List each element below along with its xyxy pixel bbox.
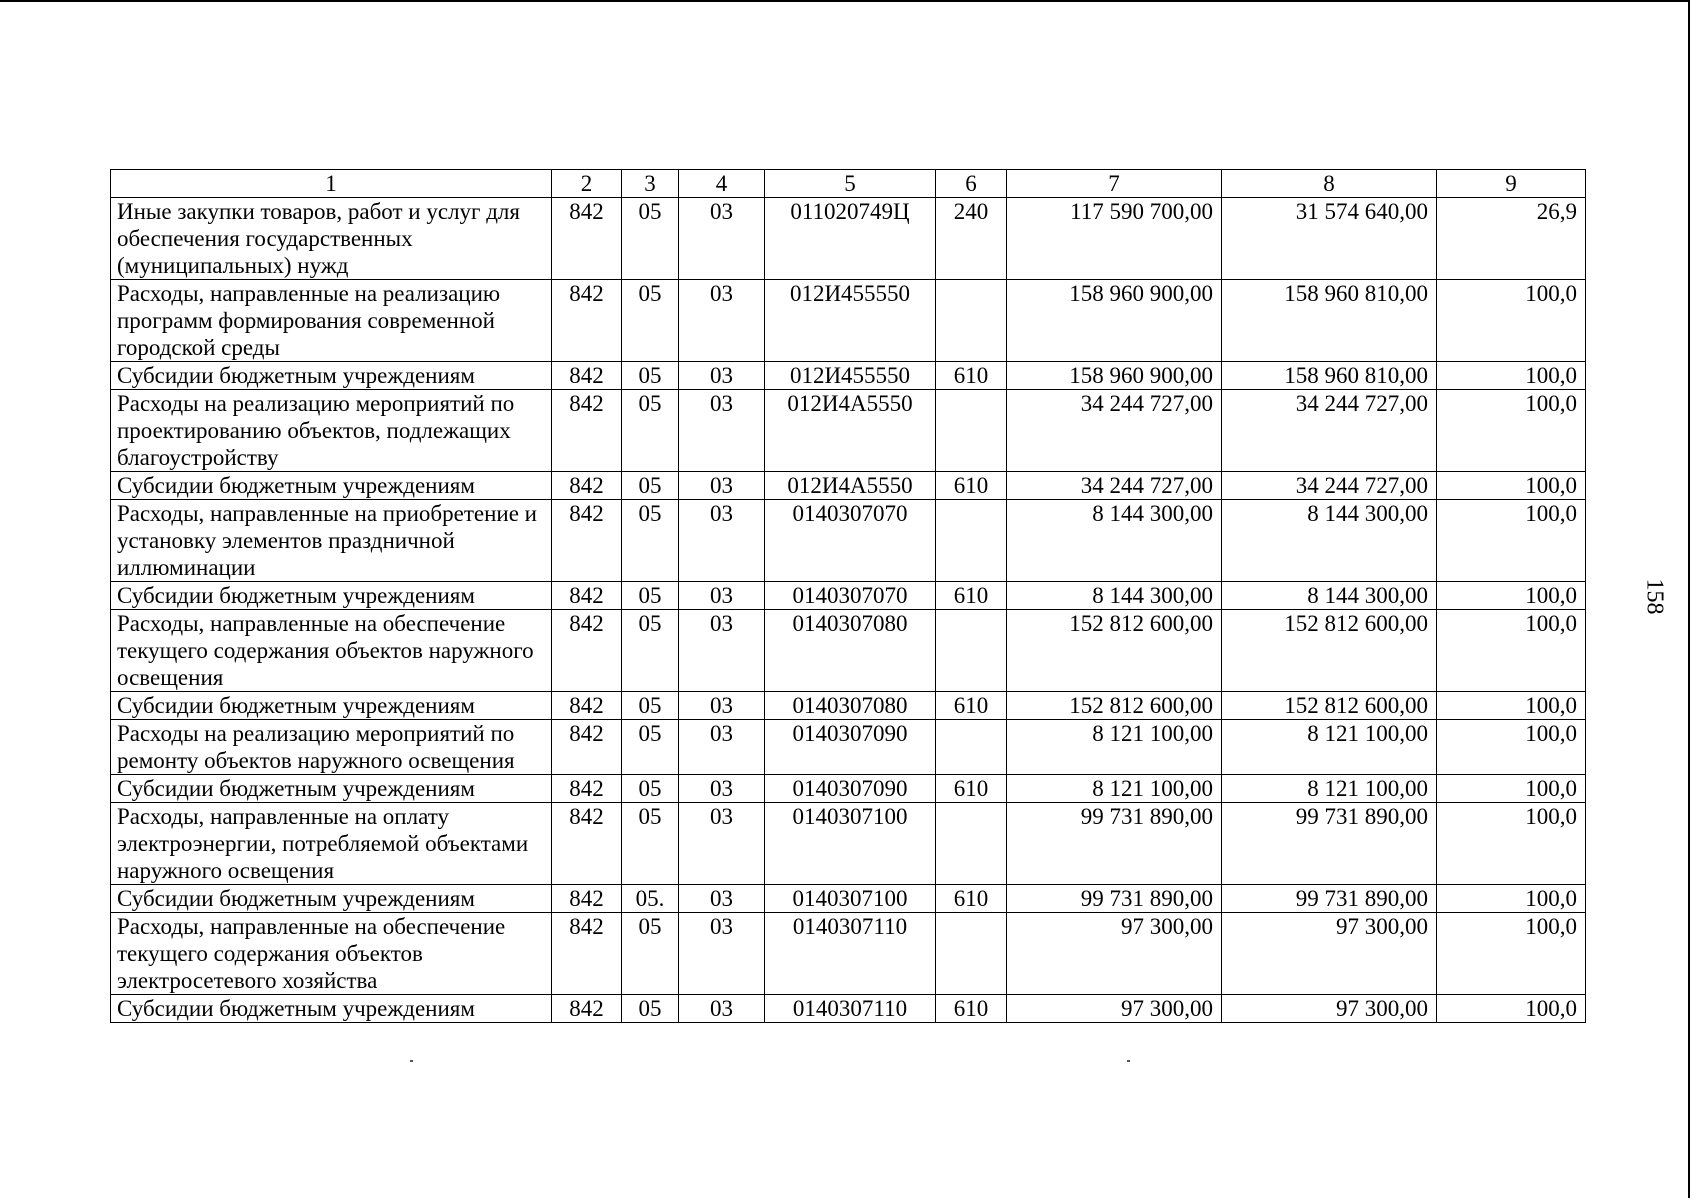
- cell-expense-type: [936, 913, 1007, 995]
- row-name: Субсидии бюджетным учреждениям: [111, 885, 552, 913]
- cell-subsection: 03: [679, 775, 765, 803]
- cell-percent: 100,0: [1437, 280, 1586, 362]
- row-name: Расходы на реализацию мероприятий по проектированию объектов, подлежащих благоустройству: [111, 390, 552, 472]
- cell-expense-type: [936, 610, 1007, 692]
- cell-section: 05: [622, 913, 679, 995]
- table-row: [111, 803, 1586, 885]
- cell-plan: 34 244 727,00: [1007, 390, 1222, 472]
- cell-target-article: 012И4А5550: [765, 472, 936, 500]
- cell-subsection: 03: [679, 390, 765, 472]
- table-row: [111, 198, 1586, 280]
- cell-section: 05: [622, 775, 679, 803]
- cell-target-article: 012И4А5550: [765, 390, 936, 472]
- table-row: [111, 913, 1586, 995]
- cell-target-article: 0140307090: [765, 720, 936, 775]
- cell-expense-type: 610: [936, 582, 1007, 610]
- cell-actual: 31 574 640,00: [1222, 198, 1437, 280]
- row-name: Субсидии бюджетным учреждениям: [111, 995, 552, 1023]
- cell-plan: 99 731 890,00: [1007, 885, 1222, 913]
- table-row: [111, 995, 1586, 1023]
- table-row: [111, 390, 1586, 472]
- cell-expense-type: [936, 500, 1007, 582]
- cell-ministry: 842: [552, 280, 622, 362]
- cell-plan: 8 121 100,00: [1007, 775, 1222, 803]
- cell-percent: 100,0: [1437, 995, 1586, 1023]
- cell-subsection: 03: [679, 362, 765, 390]
- cell-plan: 117 590 700,00: [1007, 198, 1222, 280]
- cell-plan: 8 144 300,00: [1007, 500, 1222, 582]
- cell-target-article: 0140307090: [765, 775, 936, 803]
- cell-percent: 100,0: [1437, 472, 1586, 500]
- cell-percent: 100,0: [1437, 913, 1586, 995]
- cell-section: 05: [622, 500, 679, 582]
- cell-percent: 100,0: [1437, 885, 1586, 913]
- cell-section: 05: [622, 390, 679, 472]
- row-name: Расходы, направленные на обеспечение текущего содержания объектов электросетевого хозяйства: [111, 913, 552, 995]
- cell-ministry: 842: [552, 885, 622, 913]
- table-row: [111, 720, 1586, 775]
- cell-expense-type: 610: [936, 472, 1007, 500]
- cell-target-article: 012И455550: [765, 280, 936, 362]
- cell-target-article: 0140307100: [765, 803, 936, 885]
- cell-plan: 8 144 300,00: [1007, 582, 1222, 610]
- cell-section: 05: [622, 720, 679, 775]
- cell-actual: 152 812 600,00: [1222, 692, 1437, 720]
- cell-expense-type: 610: [936, 362, 1007, 390]
- row-name: Расходы на реализацию мероприятий по ремонту объектов наружного освещения: [111, 720, 552, 775]
- cell-percent: 100,0: [1437, 500, 1586, 582]
- cell-expense-type: 610: [936, 775, 1007, 803]
- header-cell: 7: [1007, 170, 1222, 198]
- row-name: Расходы, направленные на приобретение и установку элементов праздничной иллюминации: [111, 500, 552, 582]
- cell-percent: 26,9: [1437, 198, 1586, 280]
- cell-plan: 158 960 900,00: [1007, 362, 1222, 390]
- cell-ministry: 842: [552, 472, 622, 500]
- cell-target-article: 0140307070: [765, 582, 936, 610]
- cell-actual: 158 960 810,00: [1222, 280, 1437, 362]
- cell-target-article: 0140307110: [765, 995, 936, 1023]
- table-row: [111, 500, 1586, 582]
- cell-plan: 97 300,00: [1007, 913, 1222, 995]
- cell-ministry: 842: [552, 390, 622, 472]
- cell-target-article: 0140307070: [765, 500, 936, 582]
- cell-actual: 34 244 727,00: [1222, 390, 1437, 472]
- cell-target-article: 0140307080: [765, 692, 936, 720]
- row-name: Субсидии бюджетным учреждениям: [111, 472, 552, 500]
- cell-expense-type: 610: [936, 692, 1007, 720]
- cell-ministry: 842: [552, 362, 622, 390]
- cell-ministry: 842: [552, 913, 622, 995]
- cell-subsection: 03: [679, 803, 765, 885]
- header-cell: 3: [622, 170, 679, 198]
- cell-actual: 152 812 600,00: [1222, 610, 1437, 692]
- row-name: Субсидии бюджетным учреждениям: [111, 775, 552, 803]
- cell-section: 05: [622, 692, 679, 720]
- header-cell: 8: [1222, 170, 1437, 198]
- header-cell: 9: [1437, 170, 1586, 198]
- cell-ministry: 842: [552, 995, 622, 1023]
- cell-ministry: 842: [552, 692, 622, 720]
- cell-section: 05: [622, 610, 679, 692]
- table-row: [111, 692, 1586, 720]
- cell-actual: 8 144 300,00: [1222, 582, 1437, 610]
- cell-expense-type: 610: [936, 995, 1007, 1023]
- cell-plan: 97 300,00: [1007, 995, 1222, 1023]
- scan-speck: [410, 1060, 413, 1062]
- cell-actual: 97 300,00: [1222, 995, 1437, 1023]
- cell-actual: 8 121 100,00: [1222, 720, 1437, 775]
- cell-plan: 99 731 890,00: [1007, 803, 1222, 885]
- cell-section: 05: [622, 582, 679, 610]
- cell-section: 05: [622, 995, 679, 1023]
- header-cell: 2: [552, 170, 622, 198]
- table-row: [111, 582, 1586, 610]
- cell-subsection: 03: [679, 198, 765, 280]
- cell-percent: 100,0: [1437, 692, 1586, 720]
- cell-subsection: 03: [679, 885, 765, 913]
- row-name: Субсидии бюджетным учреждениям: [111, 582, 552, 610]
- cell-ministry: 842: [552, 803, 622, 885]
- cell-percent: 100,0: [1437, 582, 1586, 610]
- cell-percent: 100,0: [1437, 610, 1586, 692]
- cell-plan: 158 960 900,00: [1007, 280, 1222, 362]
- row-name: Расходы, направленные на реализацию программ формирования современной городской среды: [111, 280, 552, 362]
- cell-ministry: 842: [552, 610, 622, 692]
- cell-subsection: 03: [679, 720, 765, 775]
- cell-ministry: 842: [552, 582, 622, 610]
- row-name: Субсидии бюджетным учреждениям: [111, 362, 552, 390]
- header-row: [111, 170, 1586, 198]
- cell-ministry: 842: [552, 720, 622, 775]
- cell-ministry: 842: [552, 500, 622, 582]
- cell-section: 05: [622, 362, 679, 390]
- header-cell: 1: [111, 170, 552, 198]
- cell-subsection: 03: [679, 995, 765, 1023]
- cell-actual: 99 731 890,00: [1222, 803, 1437, 885]
- header-cell: 4: [679, 170, 765, 198]
- cell-plan: 34 244 727,00: [1007, 472, 1222, 500]
- cell-actual: 158 960 810,00: [1222, 362, 1437, 390]
- cell-target-article: 011020749Ц: [765, 198, 936, 280]
- cell-percent: 100,0: [1437, 362, 1586, 390]
- table-row: [111, 362, 1586, 390]
- cell-subsection: 03: [679, 913, 765, 995]
- scan-speck: [1127, 1060, 1130, 1062]
- cell-section: 05: [622, 803, 679, 885]
- cell-target-article: 012И455550: [765, 362, 936, 390]
- cell-actual: 34 244 727,00: [1222, 472, 1437, 500]
- cell-section: 05.: [622, 885, 679, 913]
- cell-expense-type: 610: [936, 885, 1007, 913]
- row-name: Иные закупки товаров, работ и услуг для обеспечения государственных (муниципальных) нужд: [111, 198, 552, 280]
- table-row: [111, 280, 1586, 362]
- row-name: Субсидии бюджетным учреждениям: [111, 692, 552, 720]
- cell-plan: 152 812 600,00: [1007, 610, 1222, 692]
- header-cell: 5: [765, 170, 936, 198]
- cell-percent: 100,0: [1437, 390, 1586, 472]
- cell-actual: 97 300,00: [1222, 913, 1437, 995]
- cell-actual: 99 731 890,00: [1222, 885, 1437, 913]
- cell-percent: 100,0: [1437, 803, 1586, 885]
- cell-subsection: 03: [679, 610, 765, 692]
- cell-ministry: 842: [552, 775, 622, 803]
- cell-plan: 152 812 600,00: [1007, 692, 1222, 720]
- table-row: [111, 885, 1586, 913]
- row-name: Расходы, направленные на оплату электроэнергии, потребляемой объектами наружного освещения: [111, 803, 552, 885]
- cell-section: 05: [622, 472, 679, 500]
- page-number: 158: [1641, 578, 1668, 615]
- cell-section: 05: [622, 198, 679, 280]
- cell-subsection: 03: [679, 500, 765, 582]
- budget-table: [110, 169, 1586, 1023]
- table-row: [111, 472, 1586, 500]
- cell-expense-type: 240: [936, 198, 1007, 280]
- cell-ministry: 842: [552, 198, 622, 280]
- cell-expense-type: [936, 390, 1007, 472]
- cell-plan: 8 121 100,00: [1007, 720, 1222, 775]
- cell-expense-type: [936, 803, 1007, 885]
- row-name: Расходы, направленные на обеспечение текущего содержания объектов наружного освещения: [111, 610, 552, 692]
- cell-target-article: 0140307100: [765, 885, 936, 913]
- cell-actual: 8 144 300,00: [1222, 500, 1437, 582]
- table-row: [111, 610, 1586, 692]
- cell-expense-type: [936, 720, 1007, 775]
- cell-subsection: 03: [679, 280, 765, 362]
- cell-percent: 100,0: [1437, 775, 1586, 803]
- cell-subsection: 03: [679, 692, 765, 720]
- cell-section: 05: [622, 280, 679, 362]
- table-row: [111, 775, 1586, 803]
- cell-actual: 8 121 100,00: [1222, 775, 1437, 803]
- cell-percent: 100,0: [1437, 720, 1586, 775]
- cell-expense-type: [936, 280, 1007, 362]
- cell-subsection: 03: [679, 582, 765, 610]
- cell-target-article: 0140307110: [765, 913, 936, 995]
- cell-subsection: 03: [679, 472, 765, 500]
- header-cell: 6: [936, 170, 1007, 198]
- cell-target-article: 0140307080: [765, 610, 936, 692]
